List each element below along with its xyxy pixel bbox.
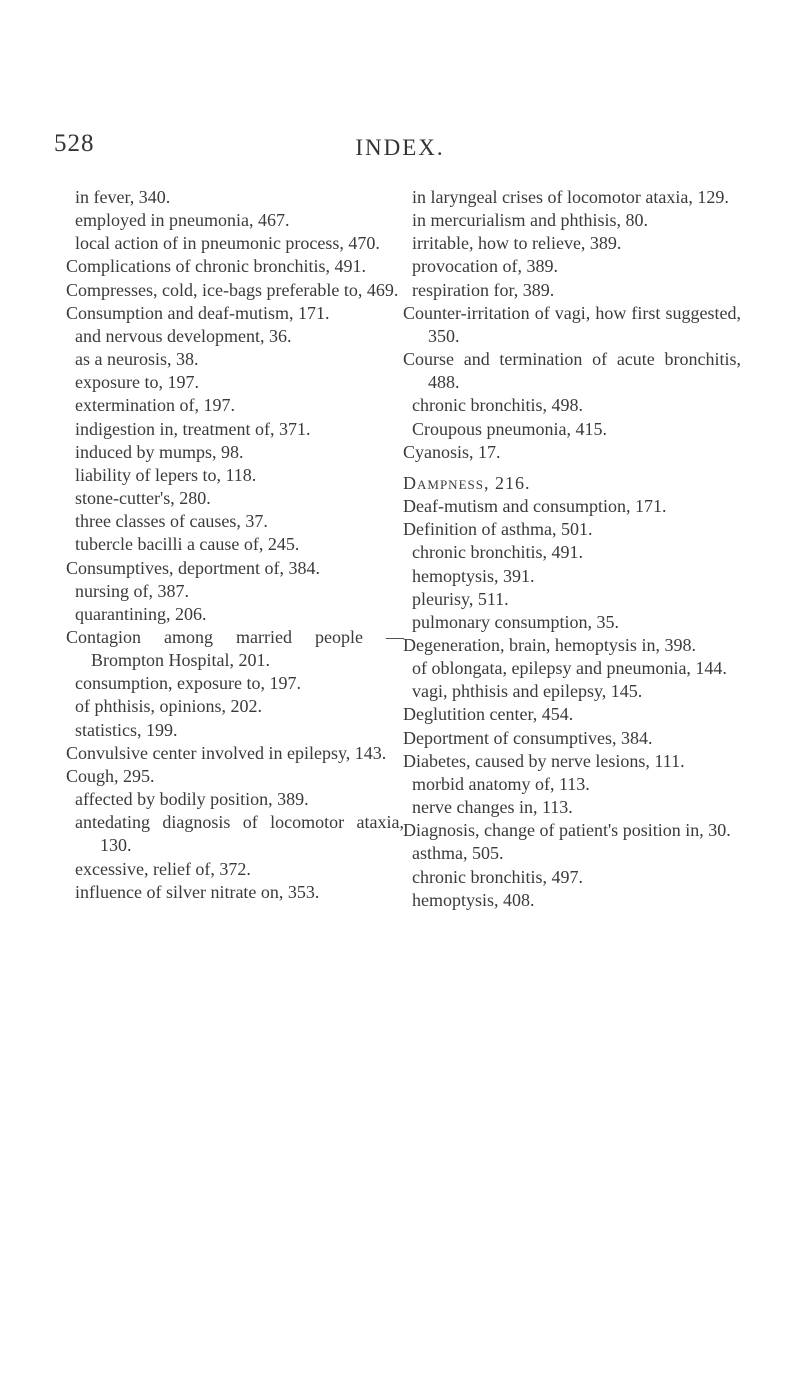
index-subentry: as a neurosis, 38. [75, 349, 199, 370]
index-subentry: excessive, relief of, 372. [75, 858, 251, 879]
index-entry: Degeneration, brain, hemoptysis in, 398. [403, 634, 696, 655]
index-subentry: of oblongata, epilepsy and pneumonia, 144. [412, 658, 727, 679]
index-subentry: three classes of causes, 37. [75, 511, 268, 532]
index-subentry: vagi, phthisis and epilepsy, 145. [412, 681, 643, 702]
index-subentry: induced by mumps, 98. [75, 441, 244, 462]
index-subentry: in mercurialism and phthisis, 80. [412, 210, 648, 231]
index-subentry: respiration for, 389. [412, 279, 555, 300]
index-subentry: quarantining, 206. [75, 603, 207, 624]
index-subentry: employed in pneumonia, 467. [75, 210, 290, 231]
index-subentry: of phthisis, opinions, 202. [75, 696, 263, 717]
index-subentry: extermination of, 197. [75, 395, 235, 416]
index-subentry: hemoptysis, 408. [412, 889, 535, 910]
index-entry: Deaf-mutism and consumption, 171. [403, 496, 667, 517]
index-subentry: asthma, 505. [412, 843, 504, 864]
index-subentry: local action of in pneumonic process, 470. [75, 233, 380, 254]
index-entry: Deglutition center, 454. [403, 704, 574, 725]
index-subentry: indigestion in, treatment of, 371. [75, 418, 311, 439]
index-entry: Contagion among married people — Brompton Hospital, 201. [66, 626, 404, 671]
index-entry: Course and termination of acute bronchitis, 488. [403, 349, 741, 393]
index-entry: Counter-irritation of vagi, how first suggested, 350. [403, 302, 741, 346]
index-subentry: Croupous pneumonia, 415. [412, 418, 607, 439]
index-subentry: chronic bronchitis, 491. [412, 542, 583, 563]
index-entry: Convulsive center involved in epilepsy, 143. [66, 742, 387, 763]
page-number: 528 [54, 130, 95, 157]
index-subentry: tubercle bacilli a cause of, 245. [75, 534, 300, 555]
index-subentry: exposure to, 197. [75, 372, 199, 393]
index-column-right [403, 186, 741, 912]
index-entry: Diabetes, caused by nerve lesions, 111. [403, 750, 685, 771]
index-subentry: and nervous development, 36. [75, 325, 292, 346]
running-head: INDEX. [355, 135, 445, 160]
index-column-left [66, 186, 404, 904]
index-subentry: irritable, how to relieve, 389. [412, 233, 622, 254]
index-subentry: chronic bronchitis, 497. [412, 866, 583, 887]
index-subentry: in fever, 340. [75, 187, 171, 207]
index-subentry: consumption, exposure to, 197. [75, 673, 301, 694]
index-subentry: liability of lepers to, 118. [75, 464, 257, 485]
index-entry: Complications of chronic bronchitis, 491. [66, 256, 366, 277]
index-subentry: statistics, 199. [75, 719, 178, 740]
index-subentry: morbid anatomy of, 113. [412, 773, 590, 794]
index-entry: Compresses, cold, ice-bags preferable to, 469. [66, 279, 399, 300]
index-entry: Diagnosis, change of patient's position in, 30. [403, 820, 731, 841]
index-subentry: antedating diagnosis of locomotor ataxia, 130. [75, 812, 404, 856]
index-entry: Cough, 295. [66, 765, 155, 786]
index-entry: Dampness, 216. [403, 472, 531, 493]
index-entry: Consumptives, deportment of, 384. [66, 557, 320, 578]
index-subentry: pulmonary consumption, 35. [412, 611, 619, 632]
index-subentry: affected by bodily position, 389. [75, 789, 309, 810]
index-subentry: nerve changes in, 113. [412, 797, 573, 818]
index-entry: Cyanosis, 17. [403, 441, 501, 462]
index-subentry: provocation of, 389. [412, 256, 558, 277]
index-subentry: pleurisy, 511. [412, 588, 509, 609]
index-subentry: stone-cutter's, 280. [75, 488, 211, 509]
index-entry: Definition of asthma, 501. [403, 519, 593, 540]
index-subentry: in laryngeal crises of locomotor ataxia, 129. [412, 187, 729, 207]
index-subentry: influence of silver nitrate on, 353. [75, 881, 320, 902]
index-subentry: hemoptysis, 391. [412, 565, 535, 586]
index-entry: Deportment of consumptives, 384. [403, 727, 653, 748]
index-entry: Consumption and deaf-mutism, 171. [66, 302, 330, 323]
index-subentry: chronic bronchitis, 498. [412, 395, 583, 416]
index-subentry: nursing of, 387. [75, 580, 189, 601]
